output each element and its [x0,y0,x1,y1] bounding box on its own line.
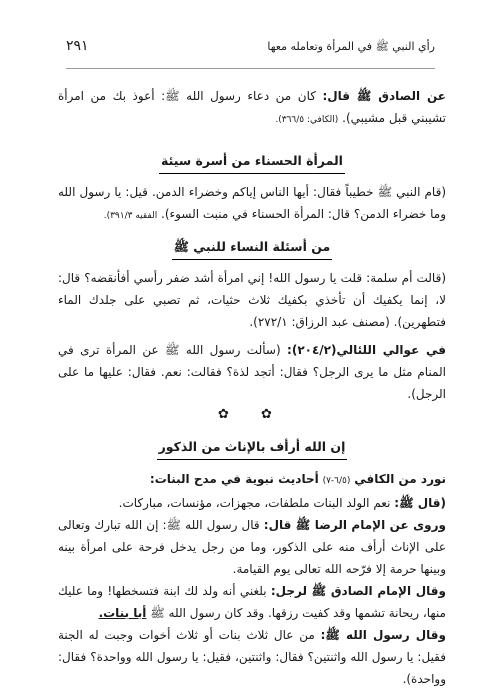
hadith-4-text: من عال ثلاث بنات أو ثلاث أخوات وجبت له الجنة فقيل: يا رسول الله واثنتين؟ فقال: واثنتين، فقيل: يا رسول الله وواحدة؟ فقال: وواحدة). [58,628,446,686]
hadith-1 [58,492,446,514]
intro-speaker: عن الصادق ﷺ قال: [322,89,446,103]
bad-woman-source: الفقيه ٣٩١/٣). [103,211,158,221]
questions-source: في عوالي اللئالي(٢٠٤/٢): [287,343,446,357]
bad-woman-text: (قام النبي ﷺ خطيباً فقال: أيها الناس إياكم وخضراء الدمن. قيل: يا رسول الله وما خضراء الدمن؟ قال: المرأة الحسناء في منبت السوء). [58,185,446,221]
hadith-1-speaker: (قال ﷺ: [394,496,446,510]
hadith-3 [58,580,446,624]
section-heading-girls: إن الله أرأف بالإناث من الذكور [58,437,446,460]
intro-source: (الكافي: ٣٦٦/٥). [275,115,339,125]
questions-paragraph-2 [58,339,446,405]
page-body [58,85,446,690]
girls-intro-tail: أحاديث نبوية في مدح البنات: [149,472,319,486]
girls-intro [58,468,446,492]
header-divider [66,68,435,69]
intro-paragraph [58,85,446,131]
hadith-2-speaker: وروى عن الإمام الرضا ﷺ قال: [263,518,446,532]
hadith-1-text: نعم الولد البنات ملطفات، مجهزات، مؤنسات، مباركات. [118,496,391,510]
girls-intro-lead: نورد من الكافي [354,472,446,486]
intro-text: كان من دعاء رسول الله ﷺ: أعوذ بك من امرأة تشيبني قبل مشيبي). [58,89,446,125]
hadith-3-text: بلغني أنه ولد لك ابنة فتسخطها! وما عليك منها، ريحانة تشمها وقد كفيت رزقها. وقد كان رسول الله ﷺ [58,584,446,620]
section-heading-bad-woman: المرأة الحسناء من أسرة سيئة [58,151,446,174]
hadith-2 [58,514,446,580]
girls-intro-source: (٦/٥-٧) [322,476,351,486]
hadith-3-emphasis: أبا بنات. [98,606,147,620]
running-header [66,40,435,60]
hadith-4-speaker: وقال رسول الله ﷺ: [320,628,446,642]
hadith-4 [58,624,446,690]
questions-text-2: (سألت رسول الله ﷺ عن المرأة ترى في المنام مثل ما يرى الرجل؟ فقال: أتجد لذة؟ فقالت: نعم. فقال: عليها ما على الرجل). [58,343,446,401]
section-ornament: ✿ ✿ [218,407,286,422]
hadith-2-text: قال رسول الله ﷺ: إن الله تبارك وتعالى على الإناث أرأف منه على الذكور، وما من رجل يدخل فرحة على امرأة بينه وبينها حرمة إلا فرّحه الله تعالى يوم القيامة. [58,518,446,576]
running-header-title: رأي النبي ﷺ في المرأة وتعامله معها [267,40,435,53]
questions-paragraph-1: (قالت أم سلمة: قلت يا رسول الله! إني امرأة أشد ضفر رأسي أفأنقضه؟ قال: لا، إنما يكفيك أن تأخذي بكفيك ثلاث حثيات، ثم تصبي على جلدك الماء فتطهرين). (مصنف عبد الرزاق: ٢٧٢/١). [58,271,446,329]
section-heading-questions: من أسئلة النساء للنبي ﷺ [58,237,446,260]
hadith-3-speaker: وقال الإمام الصادق ﷺ لرجل: [270,584,446,598]
bad-woman-paragraph [58,181,446,227]
page-number: ٢٩١ [66,38,89,54]
